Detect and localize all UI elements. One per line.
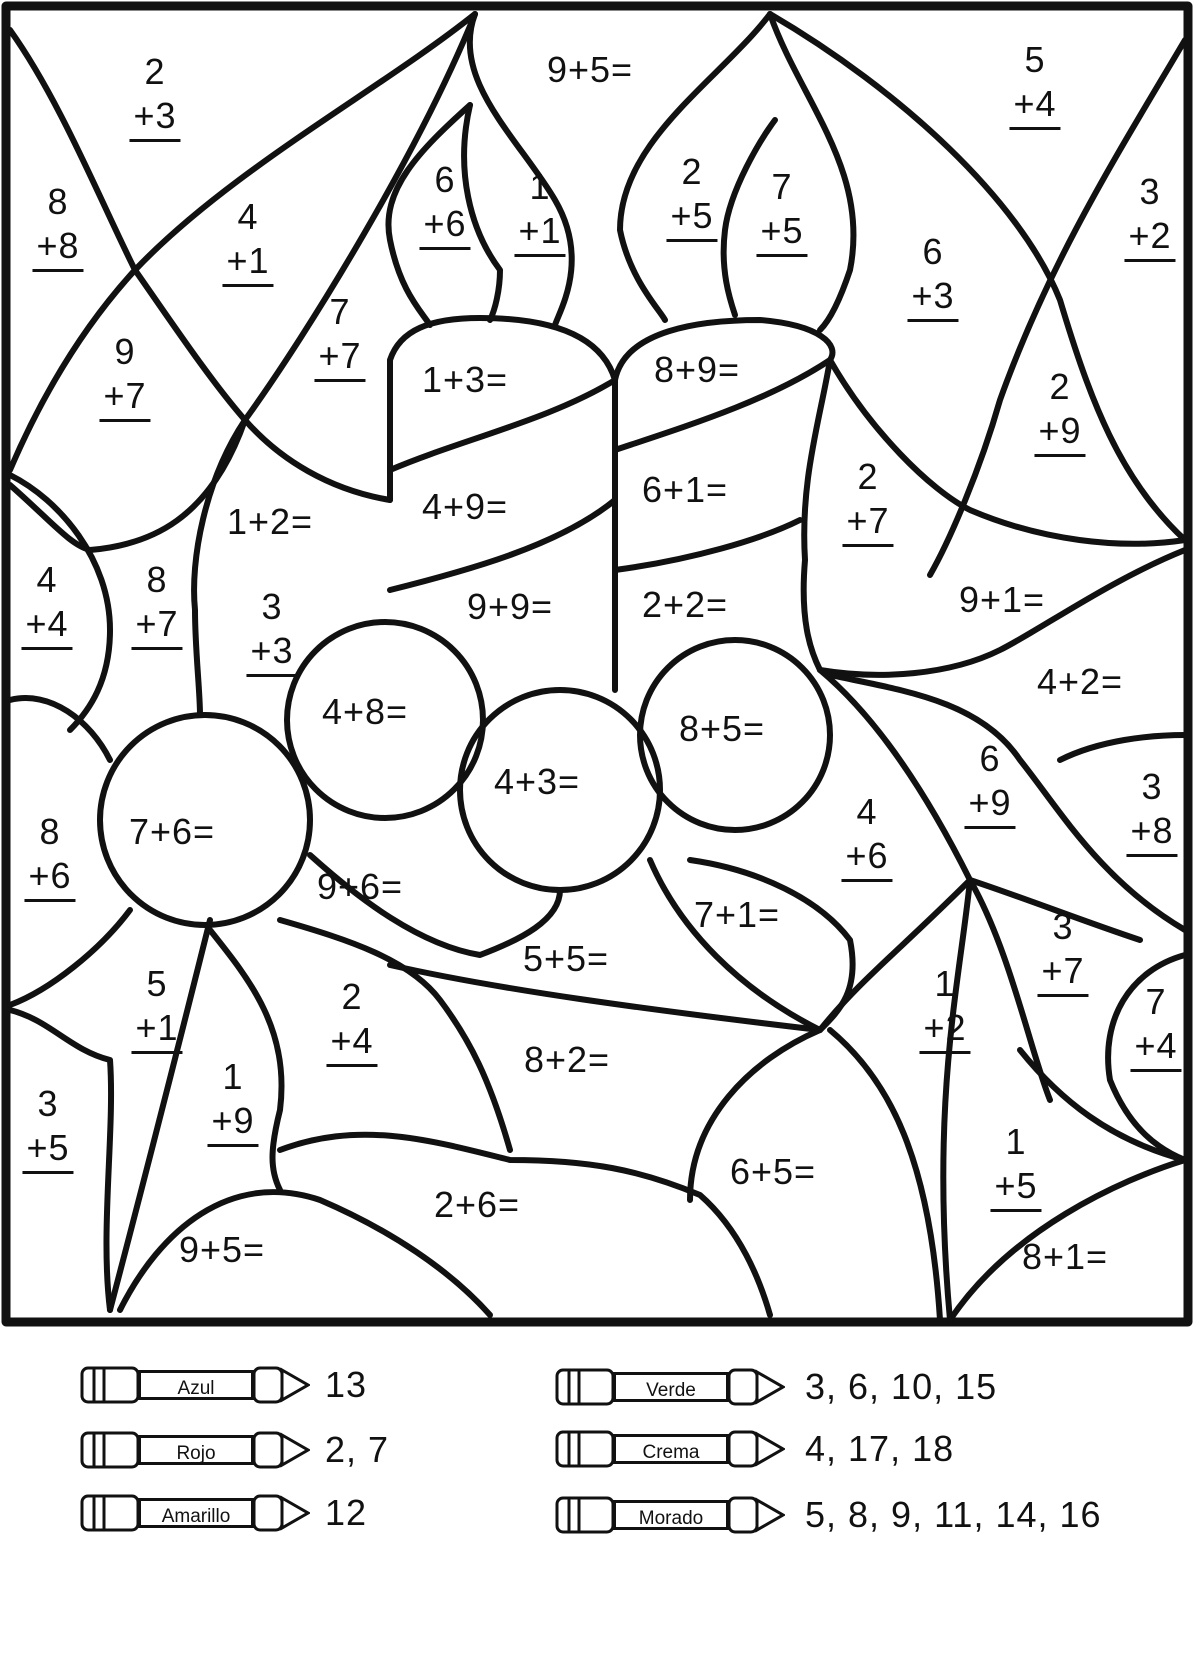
addend-top: 1 xyxy=(529,166,551,207)
math-problem-p2 xyxy=(547,48,633,92)
addend-bottom: +7 xyxy=(99,374,150,422)
addend-bottom: +5 xyxy=(756,209,807,257)
equation-text: 4+3= xyxy=(493,761,581,802)
math-problem-p23 xyxy=(246,585,297,677)
math-problem-p16 xyxy=(1034,365,1085,457)
addend-top: 6 xyxy=(979,738,1001,779)
math-problem-p21 xyxy=(21,558,72,650)
math-problem-p30 xyxy=(964,737,1015,829)
math-problem-p41 xyxy=(326,975,377,1067)
equation-text: 4+8= xyxy=(321,691,409,732)
math-problem-p49 xyxy=(434,1183,520,1227)
equation-text: 1+3= xyxy=(421,359,509,400)
math-problem-p7 xyxy=(514,165,565,257)
math-problem-p13 xyxy=(314,290,365,382)
equation-text: 9+1= xyxy=(958,579,1046,620)
addend-bottom: +3 xyxy=(246,629,297,677)
addend-bottom: +2 xyxy=(919,1006,970,1054)
math-problem-p38 xyxy=(1037,905,1088,997)
math-problem-p35 xyxy=(841,790,892,882)
math-problem-p32 xyxy=(24,810,75,902)
addend-bottom: +5 xyxy=(990,1164,1041,1212)
legend-values: 3, 6, 10, 15 xyxy=(805,1366,998,1407)
addend-bottom: +9 xyxy=(207,1099,258,1147)
math-problem-p28 xyxy=(322,690,408,734)
legend-values: 4, 17, 18 xyxy=(805,1428,955,1469)
equation-text: 4+9= xyxy=(421,486,509,527)
addend-top: 9 xyxy=(114,331,136,372)
leaf-line xyxy=(950,1050,1185,1320)
math-problem-p4 xyxy=(32,180,83,272)
addend-top: 2 xyxy=(144,51,166,92)
addend-top: 8 xyxy=(39,811,61,852)
legend-color-name: Verde xyxy=(613,1372,729,1402)
math-problem-p34 xyxy=(494,760,580,804)
addend-top: 7 xyxy=(329,291,351,332)
leaf-line xyxy=(1060,735,1185,760)
math-problem-p18 xyxy=(422,485,508,529)
addend-top: 6 xyxy=(434,159,456,200)
addend-bottom: +6 xyxy=(419,202,470,250)
addend-bottom: +6 xyxy=(24,854,75,902)
equation-text: 1+2= xyxy=(226,501,314,542)
math-problem-p27 xyxy=(1037,660,1123,704)
addend-top: 1 xyxy=(934,963,956,1004)
equation-text: 8+2= xyxy=(523,1039,611,1080)
addend-top: 1 xyxy=(1005,1121,1027,1162)
addend-top: 3 xyxy=(261,586,283,627)
addend-top: 4 xyxy=(237,196,259,237)
right-candle-stripe xyxy=(615,520,800,570)
math-problem-p42 xyxy=(919,962,970,1054)
math-problem-p37 xyxy=(694,893,780,937)
leaf-line xyxy=(10,698,110,760)
math-problem-p22 xyxy=(131,558,182,650)
addend-bottom: +8 xyxy=(1126,809,1177,857)
math-problem-p43 xyxy=(1130,980,1181,1072)
addend-bottom: +4 xyxy=(1009,82,1060,130)
equation-text: 8+9= xyxy=(653,349,741,390)
addend-top: 7 xyxy=(771,166,793,207)
addend-top: 4 xyxy=(36,559,58,600)
legend-values: 2, 7 xyxy=(325,1429,390,1470)
math-problem-p26 xyxy=(959,578,1045,622)
web-line xyxy=(10,420,245,550)
addend-bottom: +3 xyxy=(907,274,958,322)
addend-top: 8 xyxy=(146,559,168,600)
addend-top: 3 xyxy=(1052,906,1074,947)
addend-top: 2 xyxy=(1049,366,1071,407)
addend-top: 5 xyxy=(1024,39,1046,80)
equation-text: 7+1= xyxy=(693,894,781,935)
leaf-line xyxy=(10,910,130,1005)
equation-text: 8+5= xyxy=(678,708,766,749)
legend-values: 5, 8, 9, 11, 14, 16 xyxy=(805,1494,1102,1535)
equation-text: 4+2= xyxy=(1036,661,1124,702)
addend-bottom: +7 xyxy=(842,499,893,547)
addend-top: 5 xyxy=(146,963,168,1004)
legend-color-name: Azul xyxy=(138,1370,254,1400)
math-problem-p10 xyxy=(1124,170,1175,262)
addend-bottom: +3 xyxy=(129,94,180,142)
legend-color-name: Crema xyxy=(613,1434,729,1464)
addend-top: 3 xyxy=(37,1083,59,1124)
equation-text: 7+6= xyxy=(128,811,216,852)
addend-top: 6 xyxy=(922,231,944,272)
addend-top: 2 xyxy=(857,456,879,497)
math-problem-p51 xyxy=(1022,1235,1108,1279)
math-problem-p29 xyxy=(679,707,765,751)
equation-text: 6+5= xyxy=(729,1151,817,1192)
math-problem-p31 xyxy=(1126,765,1177,857)
equation-text: 2+6= xyxy=(433,1184,521,1225)
addend-top: 3 xyxy=(1139,171,1161,212)
addend-bottom: +5 xyxy=(666,194,717,242)
math-problem-p48 xyxy=(730,1150,816,1194)
addend-top: 8 xyxy=(47,181,69,222)
addend-top: 3 xyxy=(1141,766,1163,807)
math-problem-p6 xyxy=(419,158,470,250)
addend-top: 1 xyxy=(222,1056,244,1097)
equation-text: 9+6= xyxy=(316,866,404,907)
math-problem-p39 xyxy=(131,962,182,1054)
addend-bottom: +1 xyxy=(514,209,565,257)
math-problem-p9 xyxy=(756,165,807,257)
leaf-line xyxy=(830,1030,940,1320)
legend-values: 12 xyxy=(325,1492,368,1533)
equation-text: 6+1= xyxy=(641,469,729,510)
math-problem-p11 xyxy=(907,230,958,322)
addend-top: 2 xyxy=(341,976,363,1017)
math-problem-p8 xyxy=(666,150,717,242)
math-problem-p20 xyxy=(842,455,893,547)
equation-text: 9+5= xyxy=(178,1229,266,1270)
addend-bottom: +7 xyxy=(314,334,365,382)
addend-bottom: +2 xyxy=(1124,214,1175,262)
addend-bottom: +9 xyxy=(964,781,1015,829)
math-problem-p25 xyxy=(642,583,728,627)
legend-color-name: Amarillo xyxy=(138,1498,254,1528)
addend-bottom: +6 xyxy=(841,834,892,882)
math-problem-p40 xyxy=(523,937,609,981)
leaf-line xyxy=(943,880,970,1320)
addend-bottom: +4 xyxy=(1130,1024,1181,1072)
addend-bottom: +4 xyxy=(21,602,72,650)
addend-bottom: +1 xyxy=(222,239,273,287)
math-problem-p3 xyxy=(1009,38,1060,130)
math-problem-p44 xyxy=(22,1082,73,1174)
addend-top: 7 xyxy=(1145,981,1167,1022)
addend-bottom: +9 xyxy=(1034,409,1085,457)
addend-top: 4 xyxy=(856,791,878,832)
equation-text: 9+5= xyxy=(546,49,634,90)
equation-text: 5+5= xyxy=(522,938,610,979)
addend-bottom: +5 xyxy=(22,1126,73,1174)
math-problem-p45 xyxy=(207,1055,258,1147)
addend-bottom: +7 xyxy=(131,602,182,650)
equation-text: 9+9= xyxy=(466,586,554,627)
legend-color-name: Morado xyxy=(613,1500,729,1530)
math-problem-p12 xyxy=(99,330,150,422)
addend-top: 2 xyxy=(681,151,703,192)
legend-color-name: Rojo xyxy=(138,1435,254,1465)
addend-bottom: +8 xyxy=(32,224,83,272)
legend-values: 13 xyxy=(325,1364,368,1405)
addend-bottom: +1 xyxy=(131,1006,182,1054)
math-problem-p24 xyxy=(467,585,553,629)
math-problem-p19 xyxy=(642,468,728,512)
addend-bottom: +4 xyxy=(326,1019,377,1067)
math-problem-p36 xyxy=(317,865,403,909)
equation-text: 8+1= xyxy=(1021,1236,1109,1277)
addend-bottom: +7 xyxy=(1037,949,1088,997)
math-problem-p1 xyxy=(129,50,180,142)
math-problem-p47 xyxy=(990,1120,1041,1212)
math-problem-p5 xyxy=(222,195,273,287)
math-problem-p50 xyxy=(179,1228,265,1272)
equation-text: 2+2= xyxy=(641,584,729,625)
math-problem-p17 xyxy=(227,500,313,544)
math-problem-p14 xyxy=(422,358,508,402)
math-problem-p33 xyxy=(129,810,215,854)
math-problem-p15 xyxy=(654,348,740,392)
math-problem-p46 xyxy=(524,1038,610,1082)
